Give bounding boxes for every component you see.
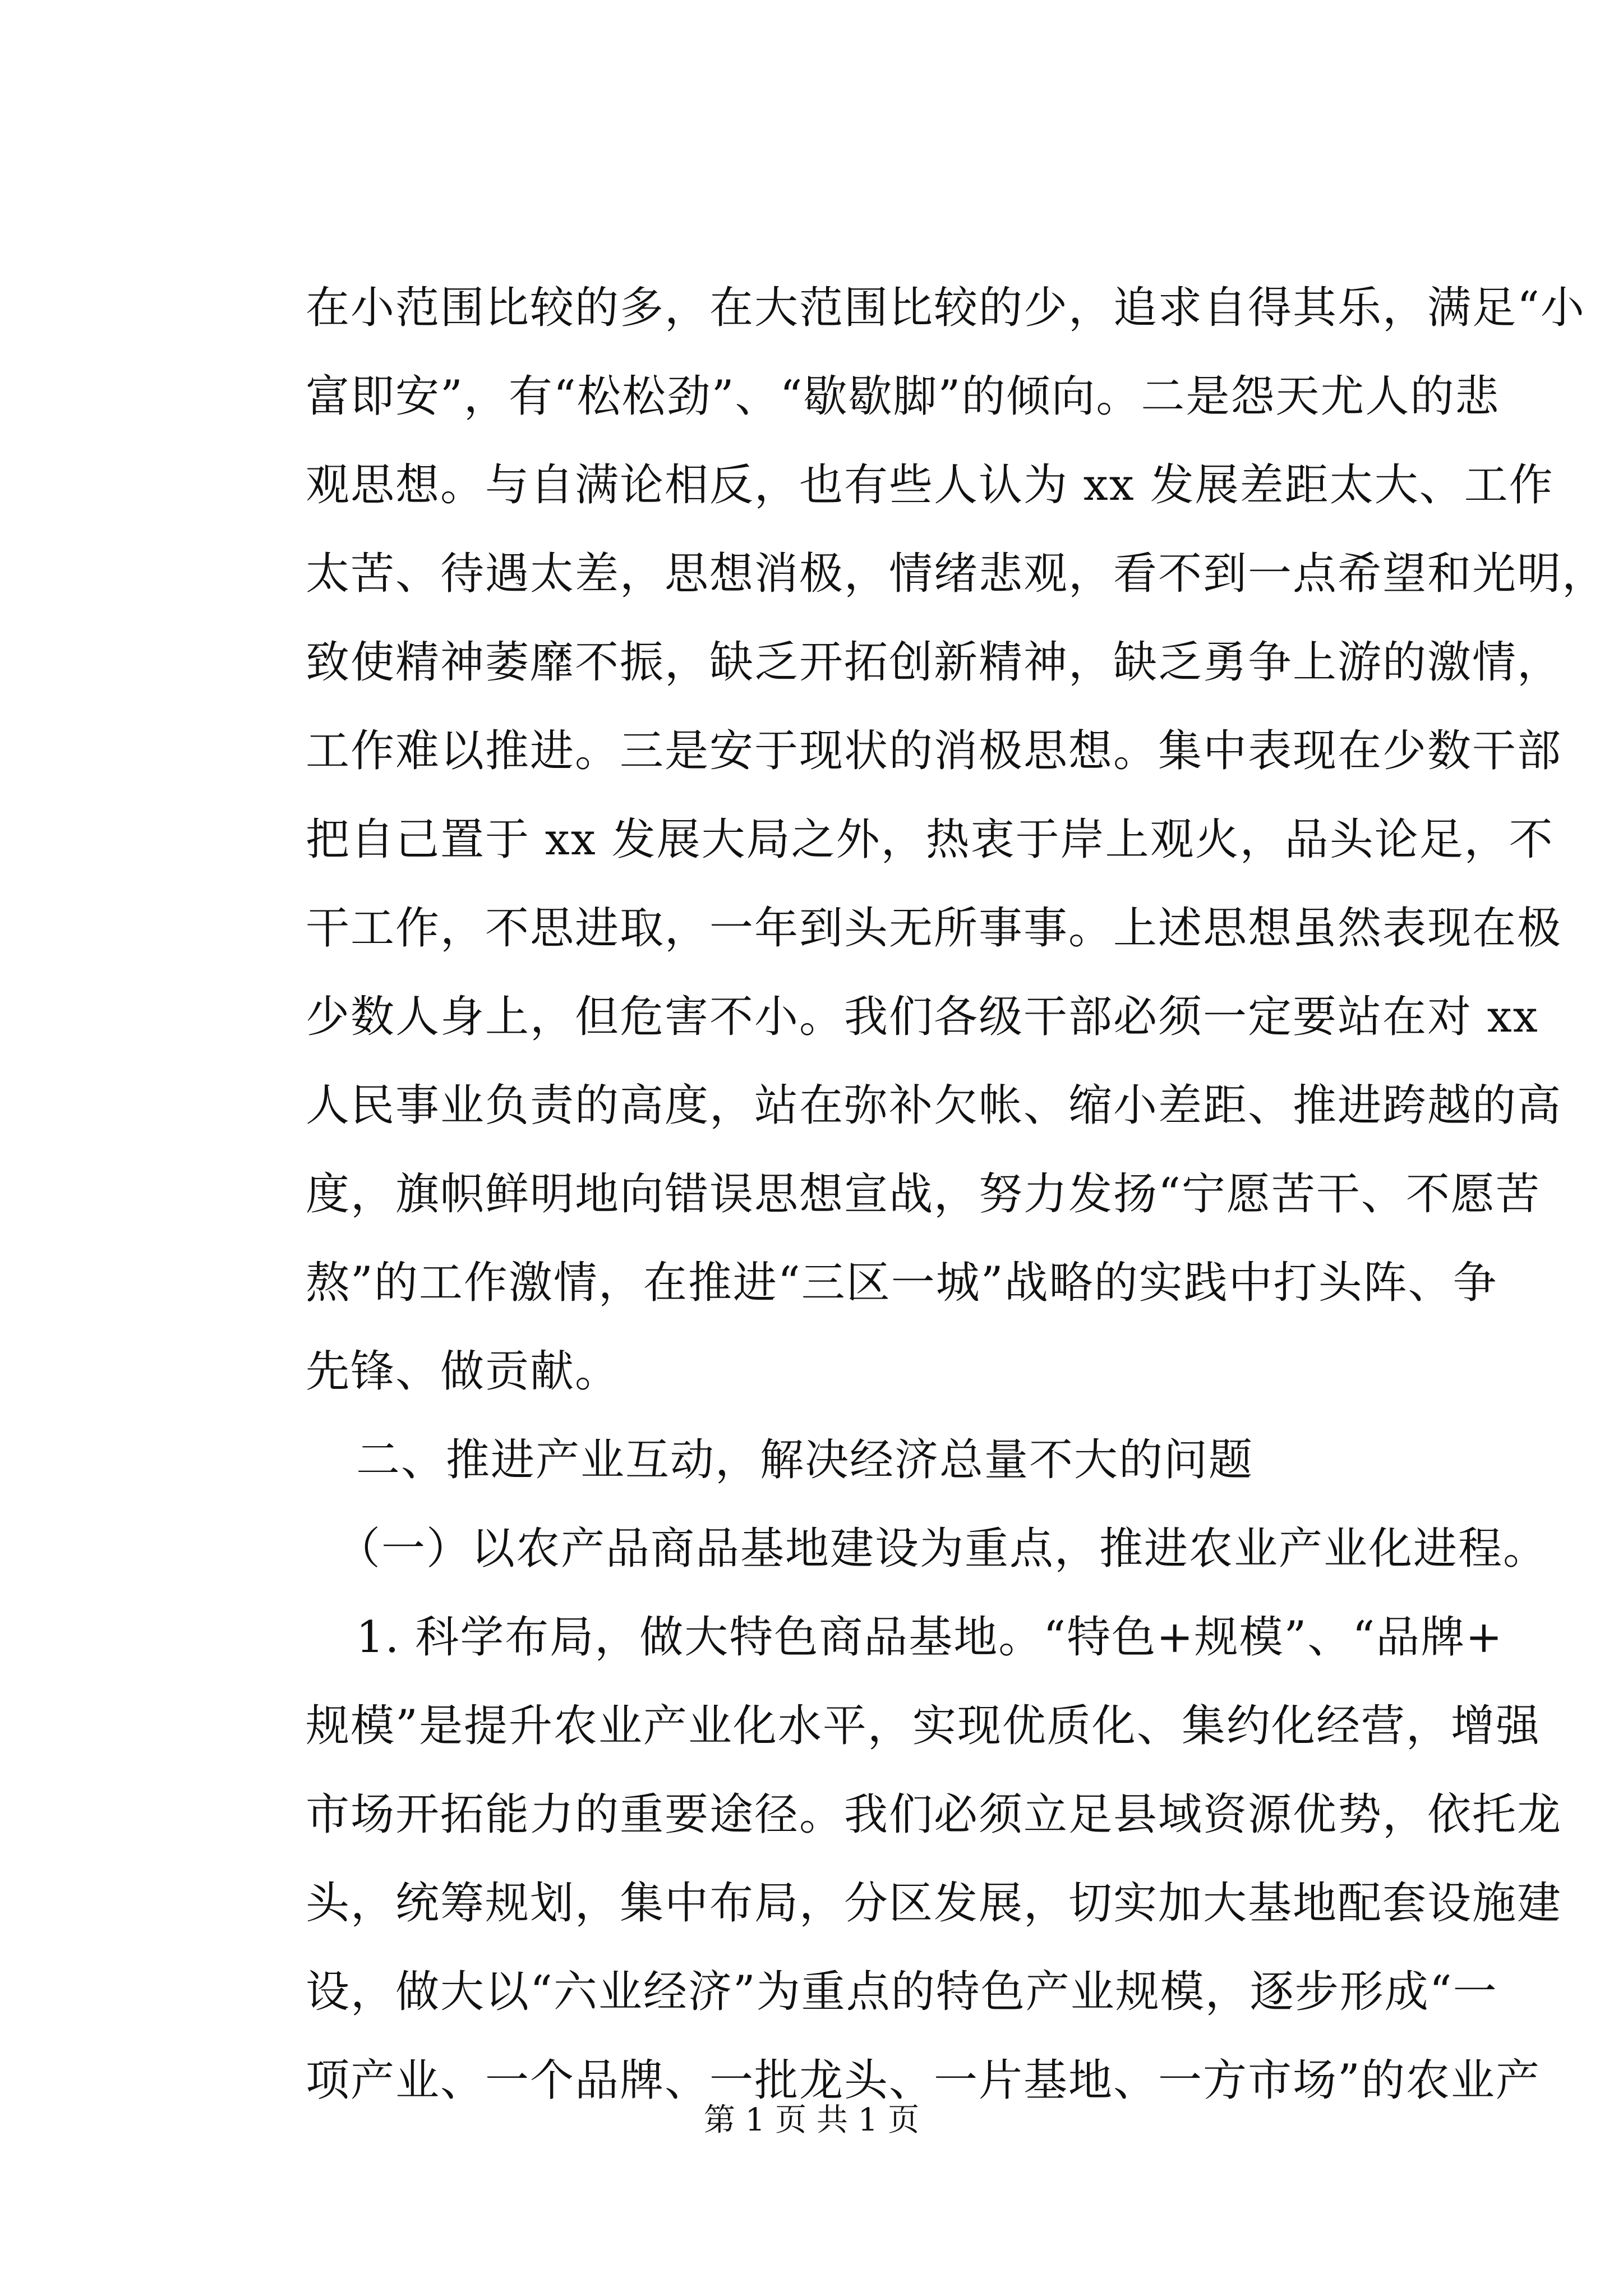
text-line-21: 项产业、一个品牌、一批龙头、一片基地、一方市场”的农业产: [306, 2055, 1541, 2106]
text-line-3: 观思想。与自满论相反，也有些人认为 xx 发展差距太大、工作: [306, 460, 1554, 510]
text-line-6: 工作难以推进。三是安于现状的消极思想。集中表现在少数干部: [306, 726, 1562, 776]
text-line-9: 少数人身上，但危害不小。我们各级干部必须一定要站在对 xx: [306, 992, 1539, 1042]
text-line-17: 规模”是提升农业产业化水平，实现优质化、集约化经营，增强: [306, 1701, 1541, 1751]
text-line-2: 富即安”，有“松松劲”、“歇歇脚”的倾向。二是怨天尤人的悲: [306, 371, 1500, 422]
subsection-heading: （一）以农产品商品基地建设为重点，推进农业产业化进程。: [336, 1524, 1548, 1574]
text-line-12: 熬”的工作激情，在推进“三区一城”战略的实践中打头阵、争: [306, 1258, 1498, 1308]
text-line-10: 人民事业负责的高度，站在弥补欠帐、缩小差距、推进跨越的高: [306, 1080, 1562, 1131]
section-heading: 二、推进产业互动，解决经济总量不大的问题: [356, 1435, 1254, 1485]
text-line-19: 头，统筹规划，集中布局，分区发展，切实加大基地配套设施建: [306, 1878, 1562, 1929]
page-footer: [0, 2101, 1623, 2140]
text-line-18: 市场开拓能力的重要途径。我们必须立足县域资源优势，依托龙: [306, 1789, 1562, 1840]
text-line-11: 度，旗帜鲜明地向错误思想宣战，努力发扬“宁愿苦干、不愿苦: [306, 1169, 1541, 1220]
text-line-13: 先锋、做贡献。: [306, 1346, 620, 1397]
text-line-20: 设，做大以“六业经济”为重点的特色产业规模，逐步形成“一: [306, 1967, 1498, 2017]
text-line-4: 太苦、待遇太差，思想消极，情绪悲观，看不到一点希望和光明，: [306, 549, 1607, 599]
text-line-8: 干工作，不思进取，一年到头无所事事。上述思想虽然表现在极: [306, 903, 1562, 954]
document-body: [306, 264, 1607, 2125]
text-line-5: 致使精神萎靡不振，缺乏开拓创新精神，缺乏勇争上游的激情，: [306, 637, 1562, 688]
page-number: 第 1 页 共 1 页: [703, 2102, 920, 2138]
text-line-7: 把自己置于 xx 发展大局之外，热衷于岸上观火，品头论足，不: [306, 815, 1554, 865]
text-line-16: 1. 科学布局，做大特色商品基地。“特色+规模”、“品牌+: [356, 1612, 1504, 1663]
text-line-1: 在小范围比较的多，在大范围比较的少，追求自得其乐，满足“小: [306, 283, 1585, 333]
